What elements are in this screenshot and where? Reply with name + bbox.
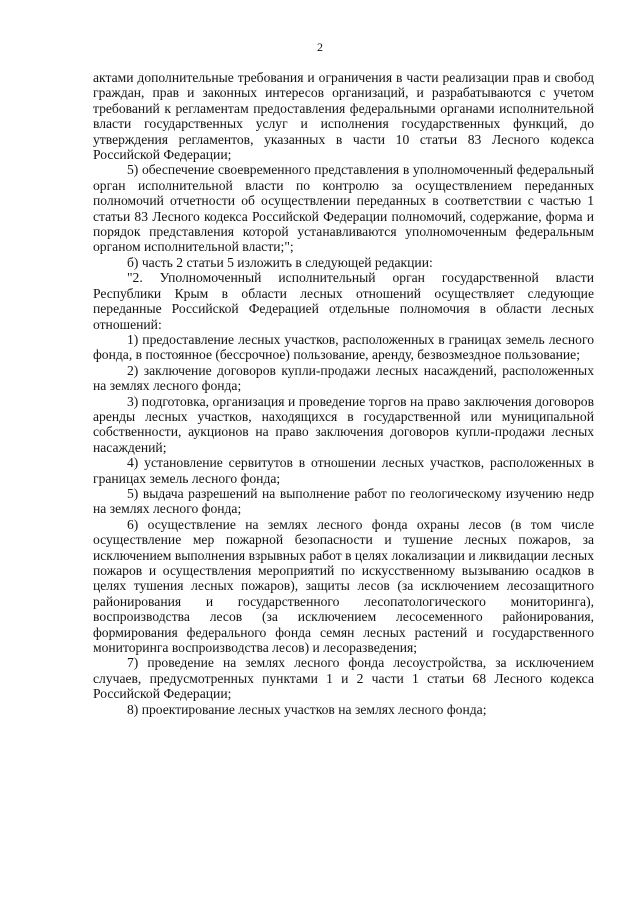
paragraph-amendment-b: б) часть 2 статьи 5 изложить в следующей редакции: (127, 254, 433, 270)
document-body (93, 70, 594, 717)
paragraph-item-6: 6) осуществление на землях лесного фонда охраны лесов (в том числе осуществление мер пожарной безопасности и тушение лесных пожаров, за исключением выполнения взрывных работ в целях локализации и ликвидации лесных пожаров и осуществления мероприятий по искусственному вызыванию осадков в целях тушения лесных пожаров), защиты лесов (за исключением лесозащитного районирования и государственного лесопатологического мониторинга), воспроизводства лесов (за исключением лесосеменного районирования, формирования федерального фонда семян лесных растений и государственного мониторинга воспроизводства лесов) и лесоразведения; (93, 516, 594, 656)
paragraph-item-2: 2) заключение договоров купли-продажи лесных насаждений, расположенных на землях лесного фонда; (93, 362, 594, 394)
paragraph-clause-2-intro: "2. Уполномоченный исполнительный орган государственной власти Республики Крым в области лесных отношений осуществляет следующие переданные Российской Федерацией отдельные полномочия в области лесных отношений: (93, 270, 594, 332)
paragraph-item-5: 5) выдача разрешений на выполнение работ по геологическому изучению недр на землях лесного фонда; (93, 485, 594, 517)
paragraph-item-5-reporting: 5) обеспечение своевременного представления в уполномоченный федеральный орган исполнительной власти по контролю за осуществлением переданных полномочий отчетности об осуществлении переданных в соответствии с частью 1 статьи 83 Лесного кодекса Российской Федерации полномочий, содержание, форма и порядок представления которой устанавливаются уполномоченным федеральным органом исполнительной власти;"; (93, 162, 594, 255)
paragraph-item-8: 8) проектирование лесных участков на землях лесного фонда; (127, 701, 487, 717)
paragraph-item-3: 3) подготовка, организация и проведение торгов на право заключения договоров аренды лесных участков, находящихся в государственной или муниципальной собственности, аукционов на право заключения договоров купли-продажи лесных насаждений; (93, 393, 594, 455)
page-number: 2 (317, 40, 323, 54)
paragraph-item-1: 1) предоставление лесных участков, расположенных в границах земель лесного фонда, в постоянное (бессрочное) пользование, аренду, безвозмездное пользование; (93, 331, 594, 363)
paragraph-item-7: 7) проведение на землях лесного фонда лесоустройства, за исключением случаев, предусмотренных пунктами 1 и 2 части 1 статьи 68 Лесного кодекса Российской Федерации; (93, 655, 594, 702)
paragraph-item-4: 4) установление сервитутов в отношении лесных участков, расположенных в границах земель лесного фонда; (93, 455, 594, 486)
paragraph-continuation: актами дополнительные требования и ограничения в части реализации прав и свобод граждан, прав и законных интересов организаций, и разрабатываются с учетом требований к регламентам предоставления федеральными органами исполнительной власти государственных услуг и исполнения государственных функций, до утверждения регламентов, указанных в части 10 статьи 83 Лесного кодекса Российской Федерации; (93, 70, 594, 163)
